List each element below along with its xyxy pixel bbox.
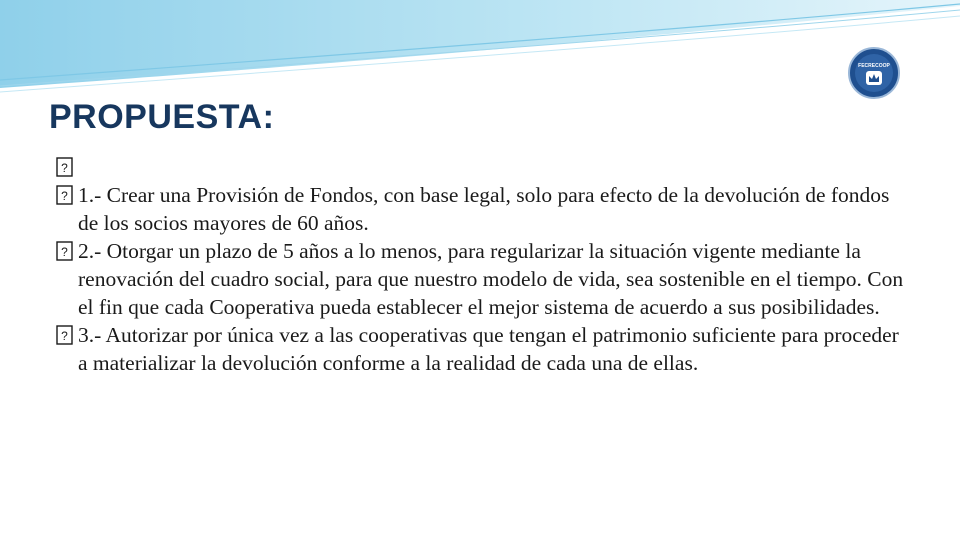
missing-glyph-icon (56, 241, 73, 261)
missing-glyph-icon (56, 157, 73, 177)
list-item-text: 3.- Autorizar por única vez a las cooperativas que tengan el patrimonio suficiente para proceder a materializar la devolución conforme a la realidad de cada una de ellas. (78, 323, 899, 375)
missing-glyph-icon (56, 325, 73, 345)
svg-text:?: ? (61, 161, 68, 175)
header-wave-decoration (0, 0, 960, 100)
slide-body (56, 153, 906, 377)
missing-glyph-icon (56, 185, 73, 205)
fecrecoop-logo (847, 46, 901, 100)
slide-title: PROPUESTA: (49, 98, 275, 136)
empty-bullet-line (56, 153, 906, 181)
svg-text:?: ? (61, 329, 68, 343)
svg-text:?: ? (61, 189, 68, 203)
list-item-text: 2.- Otorgar un plazo de 5 años a lo menos, para regularizar la situación vigente mediante la renovación del cuadro social, para que nuestro modelo de vida, sea sostenible en el tiempo. Con el fin que cada Cooperativa pueda establecer el mejor sistema de acuerdo a sus posibilidades. (78, 239, 904, 319)
list-item (56, 321, 906, 377)
logo-text: FECRECOOP (858, 63, 890, 69)
list-item-text: 1.- Crear una Provisión de Fondos, con base legal, solo para efecto de la devolución de fondos de los socios mayores de 60 años. (78, 183, 890, 235)
svg-text:?: ? (61, 245, 68, 259)
list-item (56, 237, 906, 321)
list-item (56, 181, 906, 237)
